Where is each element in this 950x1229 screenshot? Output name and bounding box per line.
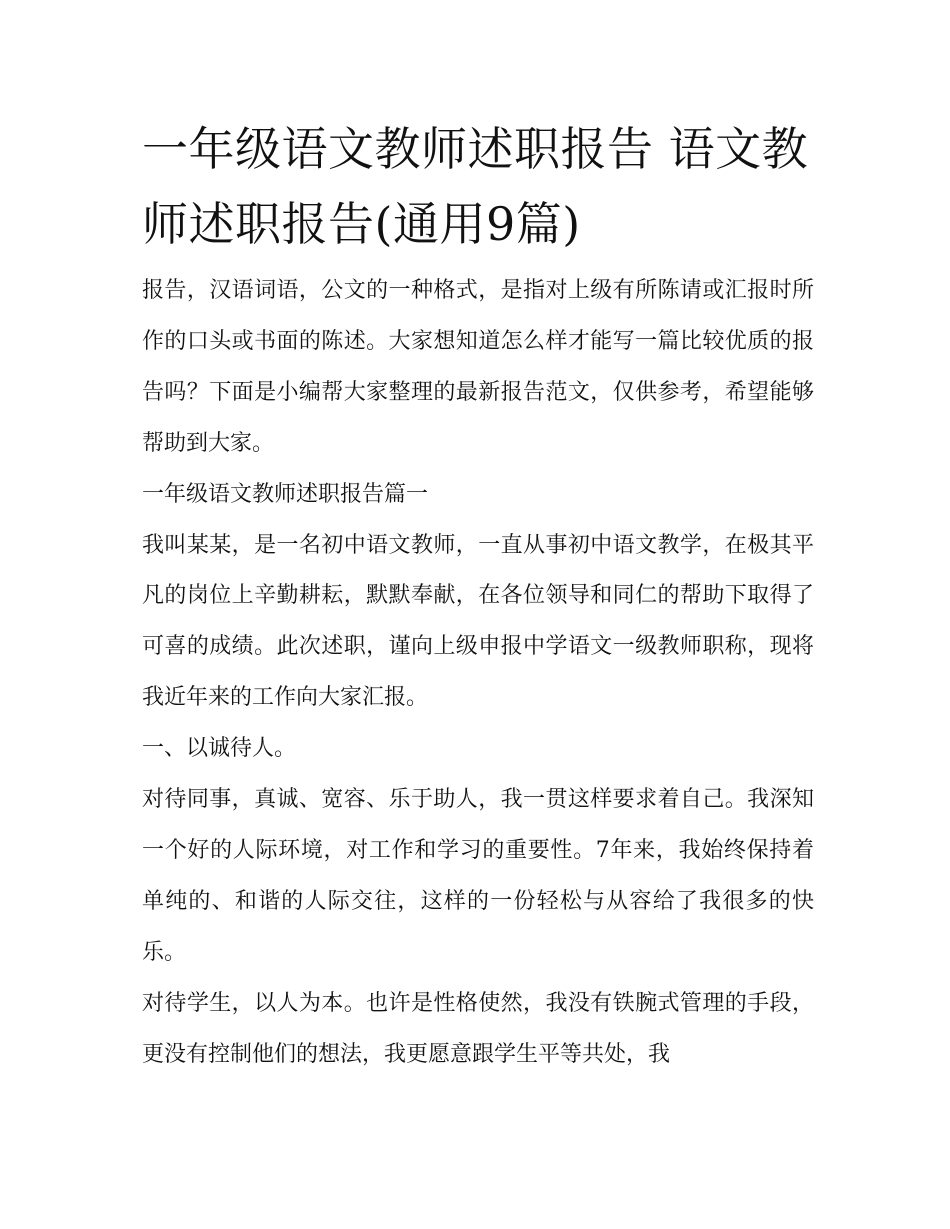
body-paragraph: 对待学生，以人为本。也许是性格使然，我没有铁腕式管理的手段，更没有控制他们的想法，我更愿意跟学生平等共处，我 — [142, 990, 814, 1067]
document-page — [142, 112, 814, 1081]
body-paragraph: 我叫某某，是一名初中语文教师，一直从事初中语文教学，在极其平凡的岗位上辛勤耕耘，默默奉献，在各位领导和同仁的帮助下取得了可喜的成绩。此次述职，谨向上级申报中学语文一级教师职称，现将我近年来的工作向大家汇报。 — [142, 532, 814, 711]
subsection-heading: 一、以诚待人。 — [142, 736, 297, 762]
document-title: 一年级语文教师述职报告 语文教师述职报告(通用9篇) — [142, 122, 809, 251]
section-heading: 一年级语文教师述职报告篇一 — [142, 481, 429, 507]
body-paragraph: 对待同事，真诚、宽容、乐于助人，我一贯这样要求着自己。我深知一个好的人际环境，对工作和学习的重要性。7年来，我始终保持着单纯的、和谐的人际交往，这样的一份轻松与从容给了我很多的快乐。 — [142, 787, 814, 965]
intro-paragraph: 报告，汉语词语，公文的一种格式，是指对上级有所陈请或汇报时所作的口头或书面的陈述。大家想知道怎么样才能写一篇比较优质的报告吗？下面是小编帮大家整理的最新报告范文，仅供参考，希望能够帮助到大家。 — [142, 278, 814, 456]
